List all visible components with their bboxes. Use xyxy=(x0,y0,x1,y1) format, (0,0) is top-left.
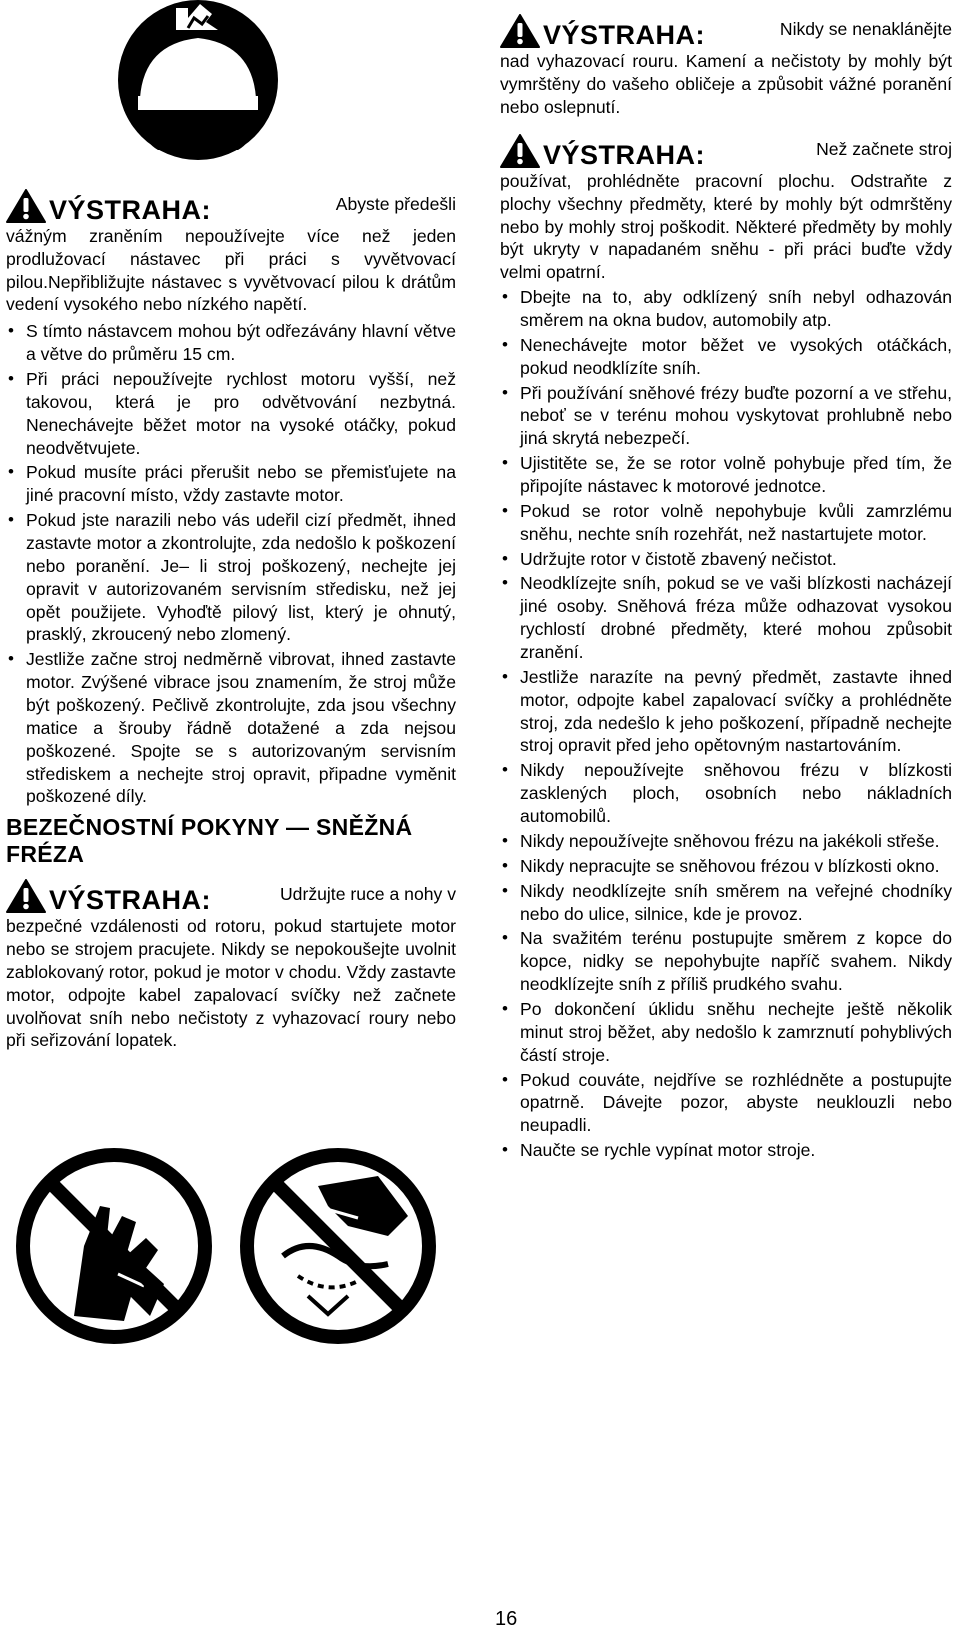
warning-text: vážným zraněním nepoužívejte více než jeden prodlužovací nástavec při práci s vyvětvovací pilou.Nepřibližujte nástavec s vyvětvovací pilou k drátům vedení vysokého nebo nízkého napětí. xyxy=(6,225,456,315)
list-item: • Při používání sněhové frézy buďte pozorní a ve střehu, neboť se v terénu mohou vyskytovat prohlubně nebo jiná skrytá nebezpečí. xyxy=(500,382,952,451)
list-item: • S tímto nástavcem mohou být odřezávány hlavní větve a větve do průměru 15 cm. xyxy=(6,320,456,366)
warning-lead: Nikdy se nenaklánějte xyxy=(779,19,952,39)
warning-block-work-area xyxy=(500,134,952,284)
warning-lead: Než začnete stroj xyxy=(816,139,952,159)
pole-saw-bullet-list xyxy=(6,320,456,808)
list-item: • Pokud couváte, nejdříve se rozhlédněte a postupujte opatrně. Dávejte pozor, abyste neuklouzli nebo neupadli. xyxy=(500,1069,952,1138)
warning-block-rotor xyxy=(6,879,456,1052)
warning-triangle-icon xyxy=(500,14,540,48)
list-item: • Nikdy nepoužívejte sněhovou frézu v blízkosti zasklených ploch, osobních nebo nákladních automobilů. xyxy=(500,759,952,828)
warning-label: VÝSTRAHA: xyxy=(49,195,212,225)
warning-triangle-icon xyxy=(6,879,46,913)
list-item: • Neodklízejte sníh, pokud se ve vaši blízkosti nacházejí jiné osoby. Sněhová fréza může odhazovat vysokou rychlostí drobné předměty, které mohou způsobit zranění. xyxy=(500,572,952,663)
list-item: • Na svažitém terénu postupujte směrem z kopce do kopce, nidky se nepohybujte napříč svahem. Nikdy neodklízejte sníh z příliš prudkého svahu. xyxy=(500,927,952,996)
snow-blower-bullet-list xyxy=(500,286,952,1162)
list-item: • Pokud musíte práci přerušit nebo se přemisťujete na jiné pracovní místo, vždy zastavte motor. xyxy=(6,461,456,507)
list-item: • Nenechávejte motor běžet ve vysokých otáčkách, pokud neodklízíte sníh. xyxy=(500,334,952,380)
warning-text: používat, prohlédněte pracovní plochu. Odstraňte z plochy všechny předměty, které by mohly být odmrštěny nebo by mohly stroj poškodit. Některé předměty by mohly být ukryty v napadaném sněhu - při práci buďte vždy velmi opatrní. xyxy=(500,170,952,283)
list-item: • Nikdy neodklízejte sníh směrem na veřejné chodníky nebo do ulice, silnice, kde je provoz. xyxy=(500,880,952,926)
no-hand-in-rotor-icon xyxy=(238,1146,438,1346)
list-item: • Pokud se rotor volně nepohybuje kvůli zamrzlému sněhu, nechte sníh rozehřát, než nastartujete motor. xyxy=(500,500,952,546)
list-item: • Ujistitěte se, že se rotor volně pohybuje před tím, že připojíte nástavec k motorové jednotce. xyxy=(500,452,952,498)
list-item: • Jestliže začne stroj nedměrně vibrovat, ihned zastavte motor. Zvýšené vibrace jsou znamením, že stroj může být poškozený. Pečlivě zkontrolujte, zda jsou všechny matice a šrouby řádně dotažené a zda nejsou poškozené. Spojte se s autorizovaným servisním střediskem a nechejte stroj opravit, připadne vyměnit poškozené díly. xyxy=(6,648,456,808)
list-item: • Udržujte rotor v čistotě zbavený nečistot. xyxy=(500,548,952,571)
section-title: BEZEČNOSTNÍ POKYNY — SNĚŽNÁ FRÉZA xyxy=(6,814,413,867)
warning-text: bezpečné vzdálenosti od rotoru, pokud startujete motor nebo se strojem pracujete. Nikdy se nepokoušejte uvolnit zablokovaný rotor, pokud je motor v chodu. Vždy zastavte motor, odpojte kabel zapalovací svíčky než začnete uvolňovat sníh nebo nečistoty z vyhazovací roury nebo při seřizování lopatek. xyxy=(6,916,456,1051)
list-item: • Nikdy nepoužívejte sněhovou frézu na jakékoli střeše. xyxy=(500,830,952,853)
warning-label: VÝSTRAHA: xyxy=(543,20,706,50)
list-item: • Jestliže narazíte na pevný předmět, zastavte ihned motor, odpojte kabel zapalovací svíčky a prohlédněte stroj, zda nedešlo k jeho poškození, případně nechejte stroj opravit před jeho opětovným nastartováním. xyxy=(500,666,952,757)
warning-lead: Abyste předešli xyxy=(335,194,456,214)
helmet-icon xyxy=(118,0,278,160)
warning-label: VÝSTRAHA: xyxy=(49,885,212,916)
warning-triangle-icon xyxy=(6,189,46,223)
list-item: • Nikdy nepracujte se sněhovou frézou v blízkosti okno. xyxy=(500,855,952,878)
list-item: • Pokud jste narazili nebo vás udeřil cizí předmět, ihned zastavte motor a zkontrolujte, zda nedošlo k poškození nebo poranění. Je– li stroj poškozený, nechejte jej opravit v autorizovaném servisním středisku, než jej opět použijete. Vyhoďtě pilový list, který je ohnutý, prasklý, zkroucený nebo zlomený. xyxy=(6,509,456,646)
page-number: 16 xyxy=(495,1608,518,1630)
warning-block-pole-saw xyxy=(6,189,456,316)
warning-lead: Udržujte ruce a nohy v xyxy=(279,884,456,905)
list-item: • Po dokončení úklidu sněhu nechejte ještě několik minut stroj běžet, aby nedošlo k zamrznutí pohyblivých částí stroje. xyxy=(500,998,952,1067)
list-item: • Při práci nepoužívejte rychlost motoru vyšší, než takovou, která je pro odvětvování nezbytná. Nenechávejte běžet motor na vysoké otáčky, pokud neodvětvujete. xyxy=(6,368,456,459)
list-item: • Naučte se rychle vypínat motor stroje. xyxy=(500,1139,952,1162)
warning-label: VÝSTRAHA: xyxy=(543,140,706,170)
no-hands-icon xyxy=(14,1146,214,1346)
warning-block-chute xyxy=(500,14,952,118)
warning-triangle-icon xyxy=(500,134,540,168)
list-item: • Dbejte na to, aby odklízený sníh nebyl odhazován směrem na okna budov, automobily atp. xyxy=(500,286,952,332)
warning-text: nad vyhazovací rouru. Kamení a nečistoty by mohly být vymrštěny do vašeho obličeje a způsobit vážné poranění nebo oslepnutí. xyxy=(500,50,952,117)
